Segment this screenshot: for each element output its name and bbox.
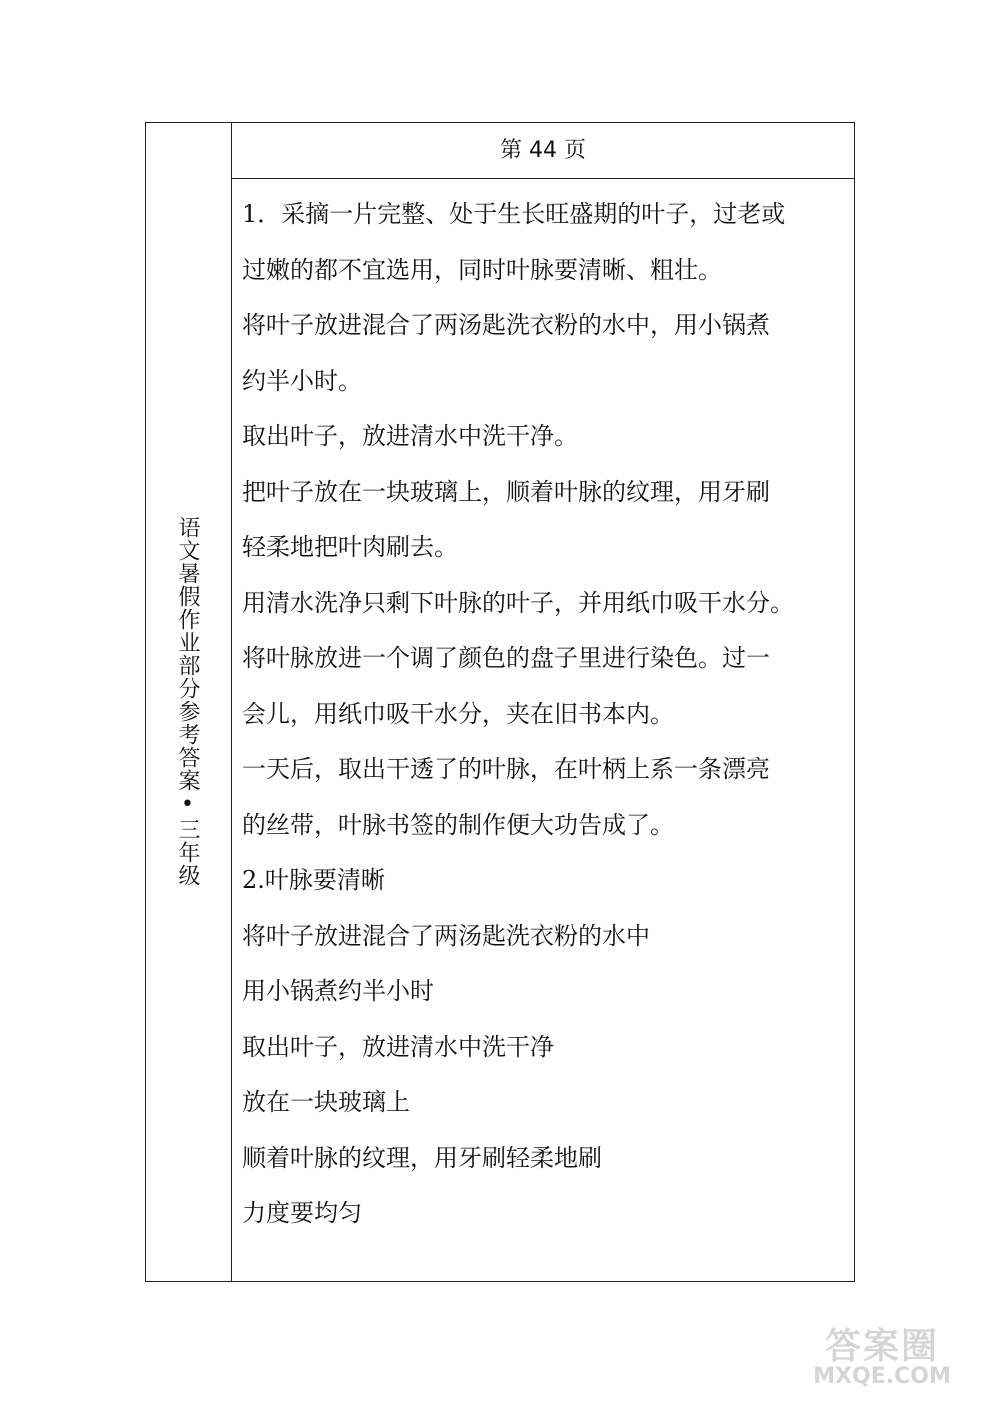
answer-line: 取出叶子，放进清水中洗干净 [242,1032,554,1061]
answer-line: 会儿，用纸巾吸干水分，夹在旧书本内。 [242,699,674,728]
answer-line: 2.叶脉要清晰 [242,866,385,894]
answer-line: 过嫩的都不宜选用，同时叶脉要清晰、粗壮。 [242,255,722,284]
page-header: 第 44 页 [232,123,854,179]
answer-line: 将叶子放进混合了两汤匙洗衣粉的水中 [242,921,650,950]
answer-content [232,179,854,1242]
side-title: 语文暑假作业部分参考答案•三年级 [175,516,200,887]
answer-line: 顺着叶脉的纹理，用牙刷轻柔地刷 [242,1143,602,1172]
answer-line: 力度要均匀 [242,1199,362,1227]
answer-line: 用小锅煮约半小时 [242,977,434,1005]
answer-line: 取出叶子，放进清水中洗干净。 [242,422,578,450]
answer-line: 将叶脉放进一个调了颜色的盘子里进行染色。过一 [242,644,770,672]
main-column [232,123,854,1281]
answer-line: 1．采摘一片完整、处于生长旺盛期的叶子，过老或 [242,200,786,228]
answer-line: 放在一块玻璃上 [242,1088,410,1116]
watermark-sub: MXQE.COM [813,1364,951,1389]
answer-line: 将叶子放进混合了两汤匙洗衣粉的水中，用小锅煮 [242,311,770,339]
watermark-main: 答案圈 [824,1326,939,1367]
answer-line: 用清水洗净只剩下叶脉的叶子，并用纸巾吸干水分。 [242,588,794,617]
answer-line: 一天后，取出干透了的叶脉，在叶柄上系一条漂亮 [242,755,770,783]
watermark-logo [812,1318,952,1394]
answer-line: 把叶子放在一块玻璃上，顺着叶脉的纹理，用牙刷 [242,477,770,506]
answer-line: 约半小时。 [242,366,362,395]
answer-table [145,122,855,1282]
answer-line: 轻柔地把叶肉刷去。 [242,533,458,561]
answer-line: 的丝带，叶脉书签的制作便大功告成了。 [242,810,674,839]
side-column [146,123,232,1281]
